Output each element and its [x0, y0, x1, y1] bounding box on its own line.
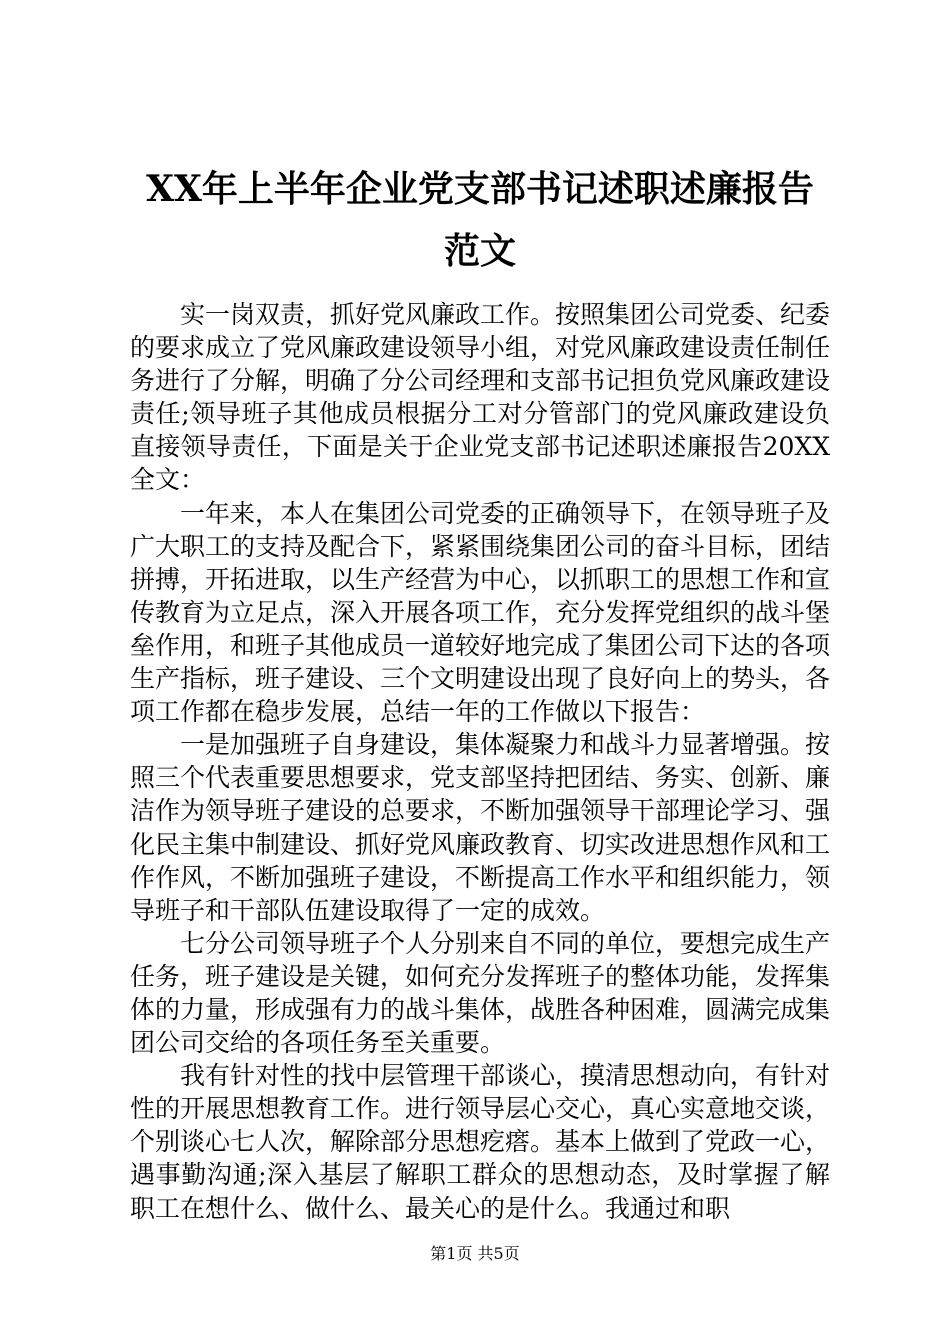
- paragraph-2: 一年来，本人在集团公司党委的正确领导下，在领导班子及广大职工的支持及配合下，紧紧围绕集团公司的奋斗目标，团结拼搏，开拓进取，以生产经营为中心，以抓职工的思想工作和宣传教育为立足点，深入开展各项工作，充分发挥党组织的战斗堡垒作用，和班子其他成员一道较好地完成了集团公司下达的各项生产指标，班子建设、三个文明建设出现了良好向上的势头，各项工作都在稳步发展，总结一年的工作做以下报告：: [130, 498, 831, 727]
- paragraph-5: 我有针对性的找中层管理干部谈心，摸清思想动向，有针对性的开展思想教育工作。进行领导层心交心，真心实意地交谈，个别谈心七人次，解除部分思想疙瘩。基本上做到了党政一心，遇事勤沟通;深入基层了解职工群众的思想动态，及时掌握了解职工在想什么、做什么、最关心的是什么。我通过和职: [130, 1061, 831, 1223]
- document-body: [130, 298, 830, 1225]
- page-number-footer: 第1页 共5页: [430, 1244, 520, 1263]
- paragraph-4: 七分公司领导班子个人分别来自不同的单位，要想完成生产任务，班子建设是关键，如何充分发挥班子的整体功能，发挥集体的力量，形成强有力的战斗集体，战胜各种困难，圆满完成集团公司交给的各项任务至关重要。: [130, 928, 831, 1058]
- document-title: XX年上半年企业党支部书记述职述廉报告范文: [146, 168, 814, 272]
- paragraph-1: 实一岗双责，抓好党风廉政工作。按照集团公司党委、纪委的要求成立了党风廉政建设领导小组，对党风廉政建设责任制任务进行了分解，明确了分公司经理和支部书记担负党风廉政建设责任;领导班子其他成员根据分工对分管部门的党风廉政建设负直接领导责任，下面是关于企业党支部书记述职述廉报告20XX全文：: [130, 300, 831, 495]
- paragraph-3: 一是加强班子自身建设，集体凝聚力和战斗力显著增强。按照三个代表重要思想要求，党支部坚持把团结、务实、创新、廉洁作为领导班子建设的总要求，不断加强领导干部理论学习、强化民主集中制建设、抓好党风廉政教育、切实改进思想作风和工作作风，不断加强班子建设，不断提高工作水平和组织能力，领导班子和干部队伍建设取得了一定的成效。: [130, 730, 831, 925]
